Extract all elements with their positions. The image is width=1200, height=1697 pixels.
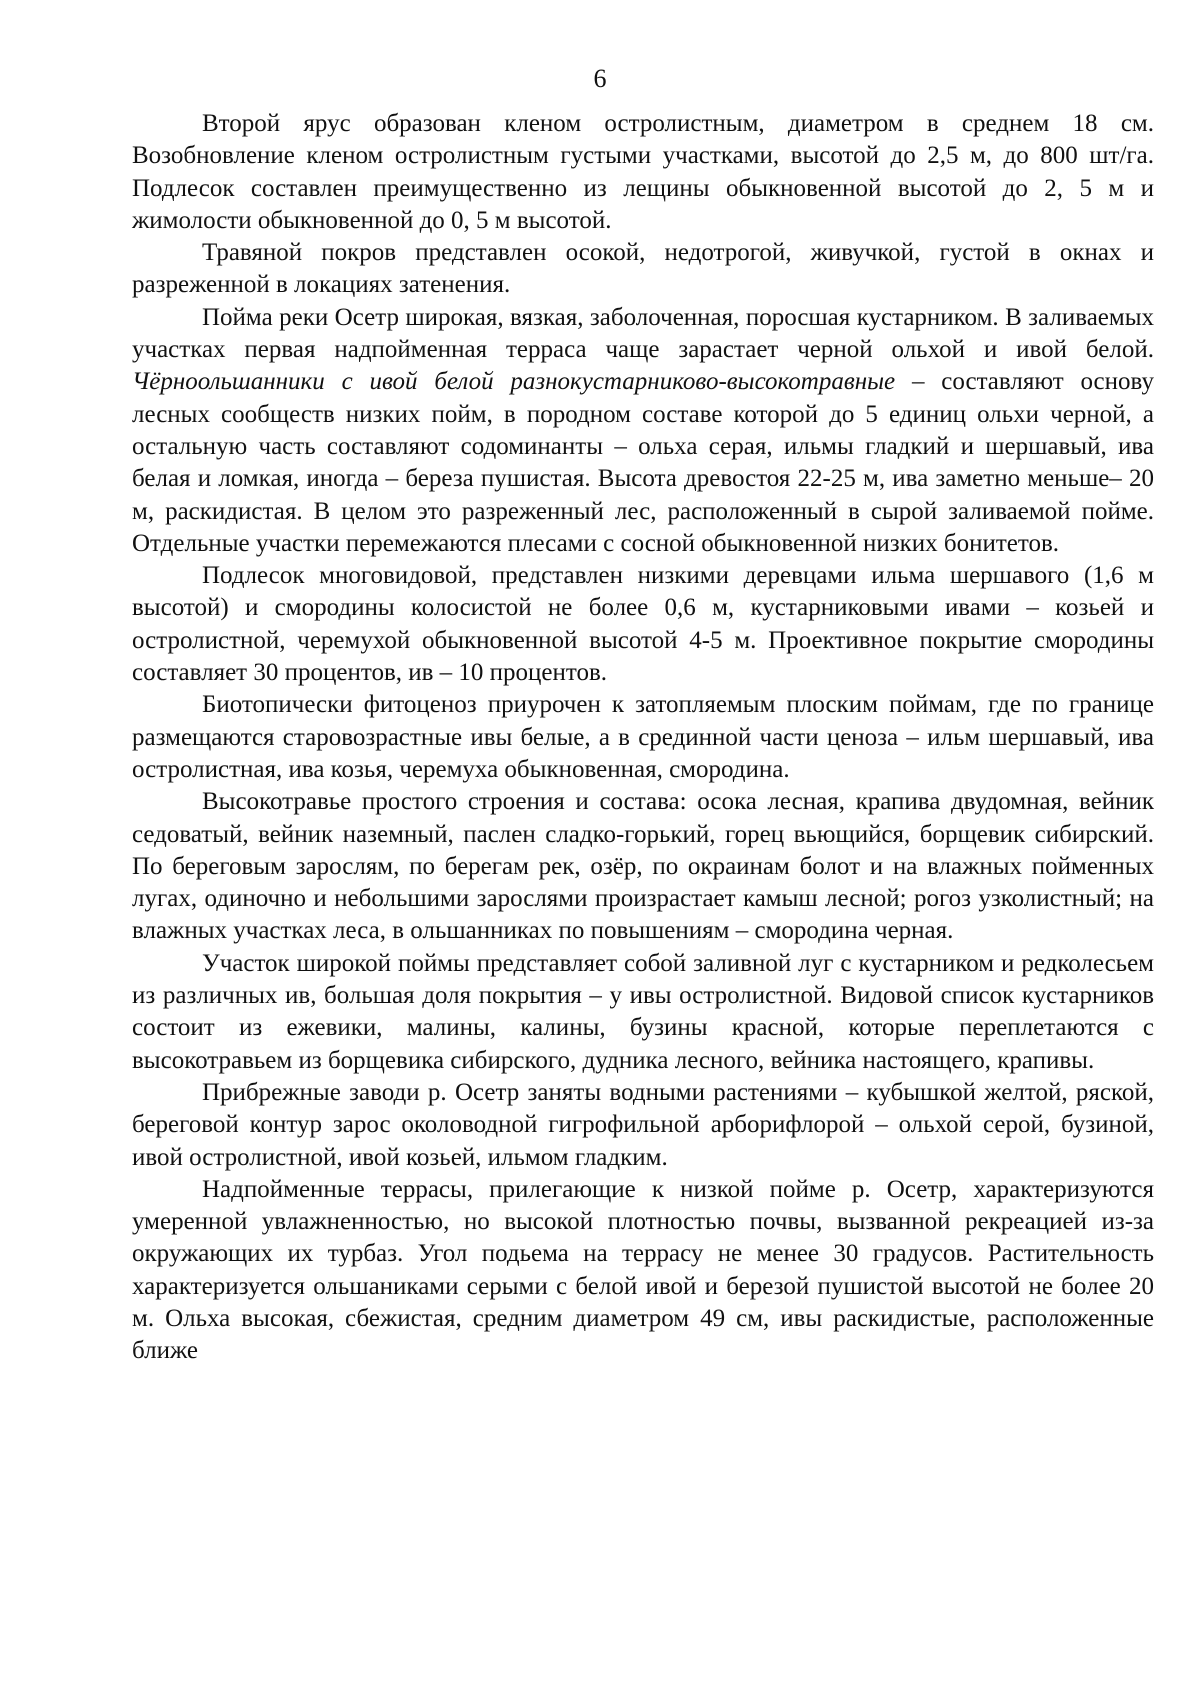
paragraph-floodplain-italic-term: Чёрноольшанники с ивой белой разнокустарниково-высокотравные [132,368,896,396]
paragraph-biotope: Биотопически фитоценоз приурочен к затопляемым плоским поймам, где по границе размещаются старовозрастные ивы белые, а в срединной части ценоза – ильм шершавый, ива остролистная, ива козья, черемуха обыкновенная, смородина. [132,691,1154,783]
paragraph-backwaters: Прибрежные заводи р. Осетр заняты водными растениями – кубышкой желтой, ряской, береговой контур зарос околоводной гигрофильной арборифлорой – ольхой серой, бузиной, ивой остролистной, ивой козьей, ильмом гладким. [132,1078,1154,1171]
page-number: 6 [593,64,607,93]
paragraph-floodplain [132,302,1154,560]
paragraph-terraces: Надпойменные террасы, прилегающие к низкой пойме р. Осетр, характеризуются умеренной увлажненностью, но высокой плотностью почвы, вызванной рекреацией из-за окружающих их турбаз. Угол подьема на террасу не менее 30 градусов. Растительность характеризуется ольшаниками серыми с белой ивой и березой пушистой высотой не более 20 м. Ольха высокая, сбежистая, средним диаметром 49 см, ивы раскидистые, расположенные ближе [132,1175,1154,1365]
paragraph-herb-cover: Травяной покров представлен осокой, недотрогой, живучкой, густой в окнах и разреженной в локациях затенения. [132,239,1154,299]
document-body [132,108,1154,1368]
paragraph-undergrowth: Подлесок многовидовой, представлен низкими деревцами ильма шершавого (1,6 м высотой) и смородины колосистой не более 0,6 м, кустарниковыми ивами – козьей и остролистной, черемухой обыкновенной высотой 4-5 м. Проективное покрытие смородины составляет 30 процентов, ив – 10 процентов. [132,562,1154,687]
paragraph-tall-herbs: Высокотравье простого строения и состава: осока лесная, крапива двудомная, вейник седоватый, вейник наземный, паслен сладко-горький, горец вьющийся, борщевик сибирский. По береговым зарослям, по берегам рек, озёр, по окраинам болот и на влажных пойменных лугах, одиночно и небольшими зарослями произрастает камыш лесной; рогоз узколистный; на влажных участках леса, в ольшанниках по повышениям – смородина черная. [132,788,1154,945]
paragraph-second-tier: Второй ярус образован кленом остролистным, диаметром в среднем 18 см. Возобновление кленом остролистным густыми участками, высотой до 2,5 м, до 800 шт/га. Подлесок составлен преимущественно из лещины обыкновенной высотой до 2, 5 м и жимолости обыкновенной до 0, 5 м высотой. [132,110,1154,234]
paragraph-floodplain-intro: Пойма реки Осетр широкая, вязкая, заболоченная, поросшая кустарником. В заливаемых участках первая надпойменная терраса чаще зарастает черной ольхой и ивой белой. [132,303,1154,364]
paragraph-wide-floodplain: Участок широкой поймы представляет собой заливной луг с кустарником и редколесьем из различных ив, большая доля покрытия – у ивы остролистной. Видовой список кустарников состоит из ежевики, малины, калины, бузины красной, которые переплетаются с высокотравьем из борщевика сибирского, дудника лесного, вейника настоящего, крапивы. [132,949,1154,1074]
paragraph-floodplain-rest: – составляют основу лесных сообществ низких пойм, в породном составе которой до 5 единиц ольхи черной, а остальную часть составляют содоминанты – ольха серая, ильмы гладкий и шершавый, ива белая и ломкая, иногда – береза пушистая. Высота древостоя 22-25 м, ива заметно меньше– 20 м, раскидистая. В целом это разреженный лес, расположенный в сырой заливаемой пойме. Отдельные участки перемежаются плесами с сосной обыкновенной низких бонитетов. [132,368,1154,557]
